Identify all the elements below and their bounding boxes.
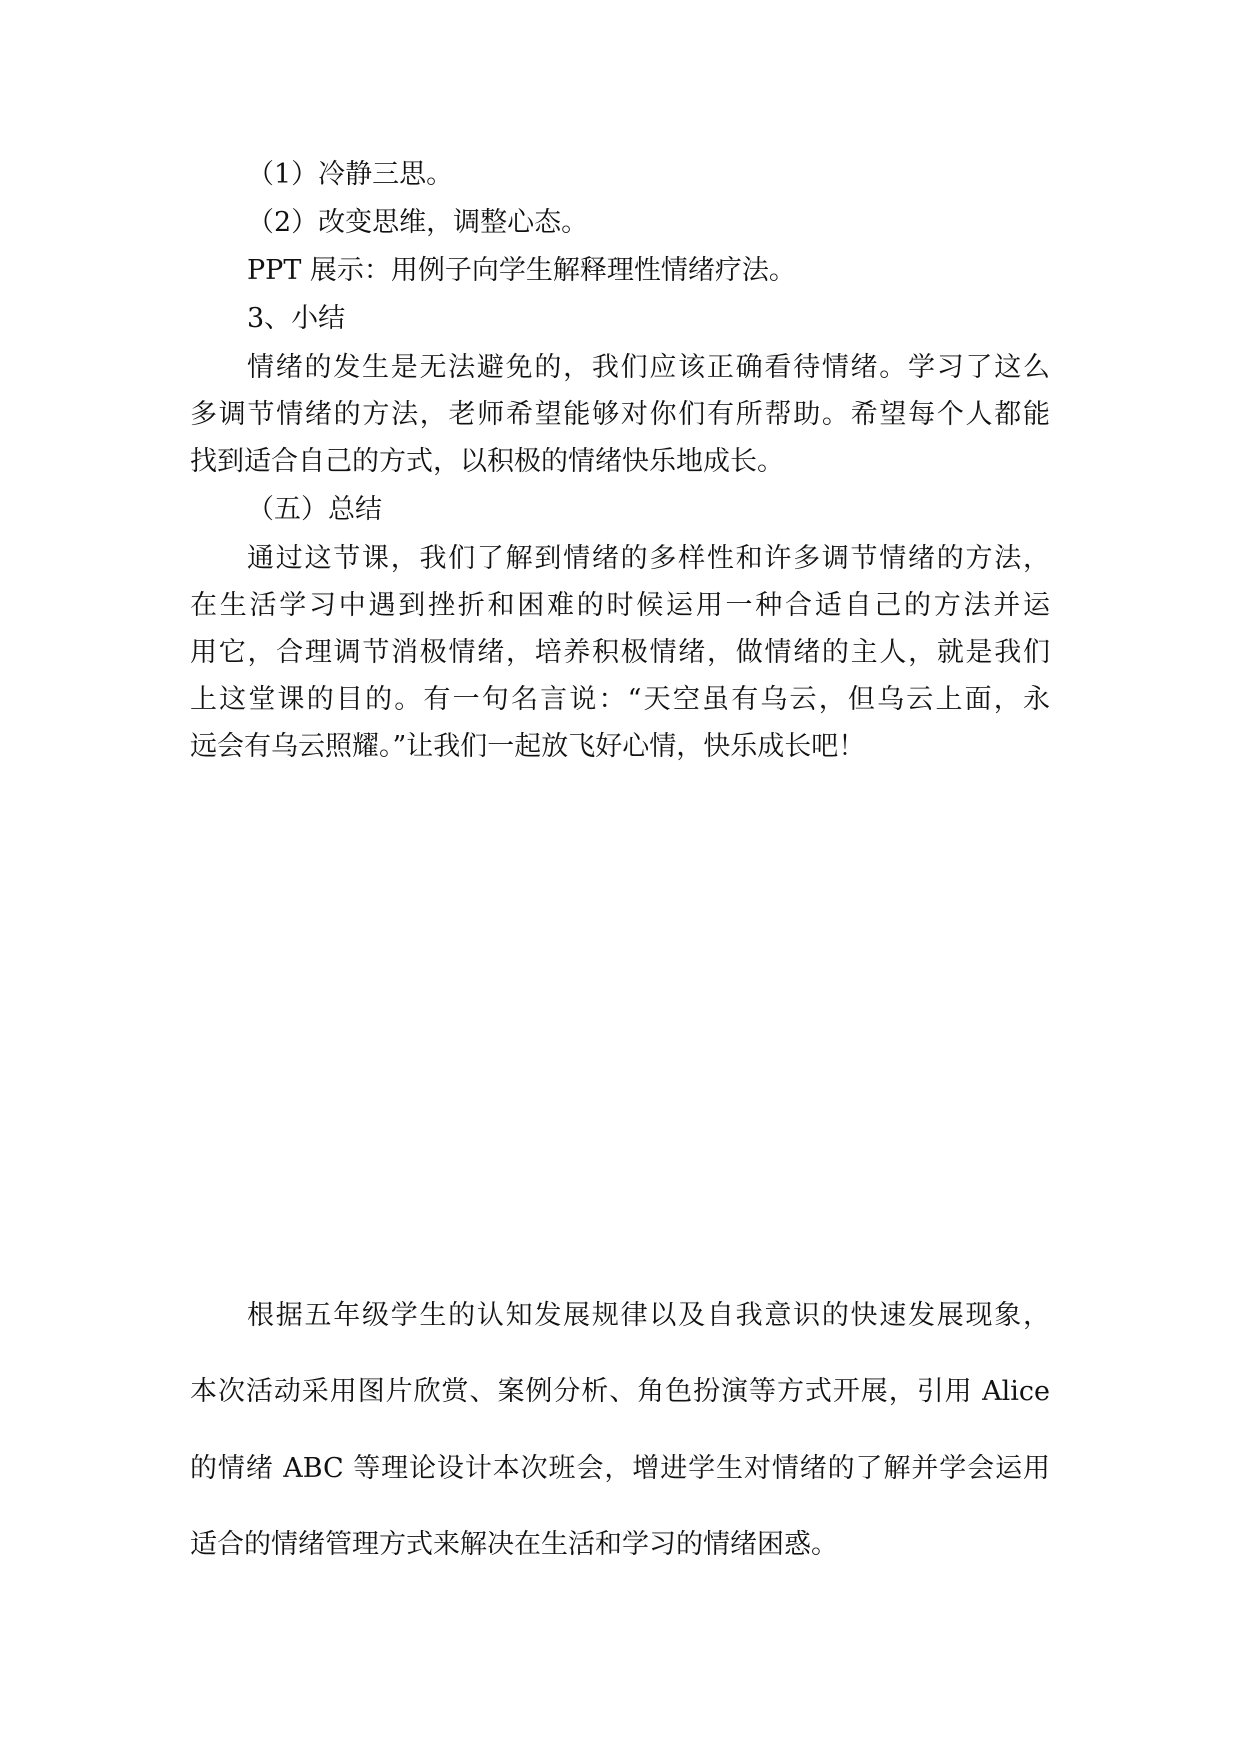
- summary-paragraph-line-1: [0, 350, 1241, 386]
- conclusion-heading: （五）总结: [247, 494, 382, 525]
- summary-paragraph-text-2: 多调节情绪的方法，老师希望能够对你们有所帮助。希望每个人都能: [190, 399, 1050, 430]
- ppt-text: PPT 展示：用例子向学生解释理性情绪疗法。: [247, 255, 796, 286]
- reflection-text-3: 的情绪 ABC 等理论设计本次班会，增进学生对情绪的了解并学会运用: [190, 1453, 1050, 1484]
- summary-heading-line: [0, 301, 1241, 337]
- summary-paragraph-line-2: [0, 397, 1241, 433]
- summary-heading: 3、小结: [247, 303, 346, 334]
- conclusion-paragraph-text-3: 用它，合理调节消极情绪，培养积极情绪，做情绪的主人，就是我们: [190, 637, 1050, 668]
- reflection-text-1: 根据五年级学生的认知发展规律以及自我意识的快速发展现象，: [247, 1300, 1050, 1331]
- conclusion-paragraph-line-4: [0, 682, 1241, 718]
- step-1-text: （1）冷静三思。: [247, 159, 454, 190]
- conclusion-heading-line: [0, 492, 1241, 528]
- reflection-line-3: [0, 1451, 1241, 1487]
- conclusion-paragraph-text-5: 远会有乌云照耀。”让我们一起放飞好心情，快乐成长吧！: [190, 731, 866, 762]
- reflection-line-2: [0, 1374, 1241, 1410]
- conclusion-paragraph-line-5: [0, 729, 1241, 765]
- reflection-text-2: 本次活动采用图片欣赏、案例分析、角色扮演等方式开展，引用 Alice: [190, 1376, 1050, 1407]
- summary-paragraph-text-3: 找到适合自己的方式，以积极的情绪快乐地成长。: [190, 446, 784, 477]
- step-2-line: [0, 205, 1241, 241]
- summary-paragraph-line-3: [0, 444, 1241, 480]
- ppt-line: [0, 253, 1241, 289]
- conclusion-paragraph-text-1: 通过这节课，我们了解到情绪的多样性和许多调节情绪的方法，: [247, 543, 1050, 574]
- summary-paragraph-text-1: 情绪的发生是无法避免的，我们应该正确看待情绪。学习了这么: [247, 352, 1050, 383]
- conclusion-paragraph-line-2: [0, 588, 1241, 624]
- conclusion-paragraph-line-1: [0, 541, 1241, 577]
- conclusion-paragraph-text-4: 上这堂课的目的。有一句名言说：“天空虽有乌云，但乌云上面，永: [190, 684, 1050, 715]
- reflection-text-4: 适合的情绪管理方式来解决在生活和学习的情绪困惑。: [190, 1529, 838, 1560]
- reflection-line-4: [0, 1527, 1241, 1563]
- conclusion-paragraph-text-2: 在生活学习中遇到挫折和困难的时候运用一种合适自己的方法并运: [190, 590, 1050, 621]
- reflection-line-1: [0, 1298, 1241, 1334]
- step-2-text: （2）改变思维，调整心态。: [247, 207, 589, 238]
- step-1-line: [0, 157, 1241, 193]
- conclusion-paragraph-line-3: [0, 635, 1241, 671]
